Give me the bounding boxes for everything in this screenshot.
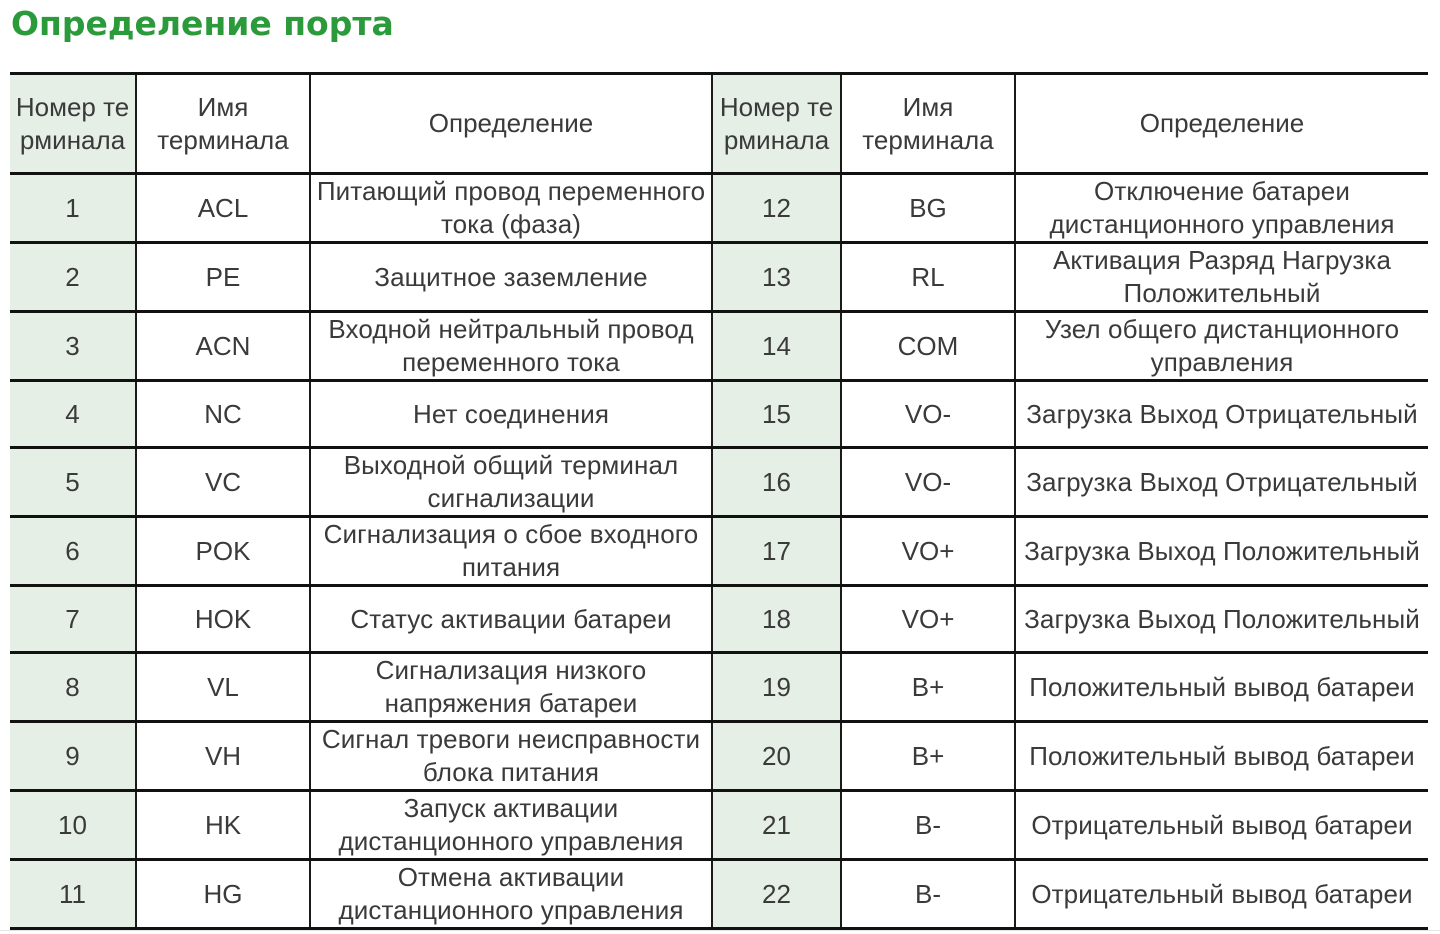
terminal-definition-cell: Узел общего дистанционного управления [1015,312,1428,381]
terminal-name-cell: VL [136,653,310,722]
terminal-number-cell: 5 [10,448,136,517]
terminal-name-cell: ACL [136,174,310,243]
header-terminal-name-left: Имя терминала [136,74,310,174]
terminal-number-cell: 10 [10,791,136,860]
terminal-name-cell: POK [136,517,310,586]
terminal-number-cell: 21 [712,791,841,860]
terminal-number-cell: 3 [10,312,136,381]
terminal-number-cell: 4 [10,381,136,448]
terminal-name-cell: HOK [136,586,310,653]
table-row [10,381,1428,448]
terminal-definition-cell: Нет соединения [310,381,712,448]
table-row [10,243,1428,312]
terminal-name-cell: PE [136,243,310,312]
terminal-definition-cell: Загрузка Выход Отрицательный [1015,448,1428,517]
terminal-number-cell: 17 [712,517,841,586]
terminal-number-cell: 15 [712,381,841,448]
terminal-name-cell: RL [841,243,1015,312]
terminal-name-cell: BG [841,174,1015,243]
table-row [10,586,1428,653]
port-definition-table [10,72,1428,930]
header-terminal-number-left: Номер терминала [10,74,136,174]
terminal-definition-cell: Загрузка Выход Положительный [1015,517,1428,586]
terminal-definition-cell: Положительный вывод батареи [1015,653,1428,722]
header-definition-left: Определение [310,74,712,174]
header-definition-right: Определение [1015,74,1428,174]
terminal-number-cell: 11 [10,860,136,929]
terminal-definition-cell: Выходной общий терминал сигнализации [310,448,712,517]
terminal-name-cell: B+ [841,722,1015,791]
table-row [10,448,1428,517]
table-body [10,174,1428,929]
table-row [10,653,1428,722]
terminal-definition-cell: Запуск активации дистанционного управления [310,791,712,860]
terminal-number-cell: 14 [712,312,841,381]
terminal-definition-cell: Активация Разряд Нагрузка Положительный [1015,243,1428,312]
terminal-number-cell: 7 [10,586,136,653]
table-row [10,860,1428,929]
table-row [10,312,1428,381]
terminal-definition-cell: Положительный вывод батареи [1015,722,1428,791]
terminal-number-cell: 16 [712,448,841,517]
terminal-number-cell: 20 [712,722,841,791]
terminal-definition-cell: Сигнализация о сбое входного питания [310,517,712,586]
terminal-definition-cell: Отрицательный вывод батареи [1015,791,1428,860]
terminal-number-cell: 13 [712,243,841,312]
table-row [10,722,1428,791]
terminal-number-cell: 9 [10,722,136,791]
terminal-number-cell: 18 [712,586,841,653]
page-divider [0,930,1440,931]
terminal-number-cell: 8 [10,653,136,722]
terminal-name-cell: VH [136,722,310,791]
terminal-number-cell: 2 [10,243,136,312]
terminal-name-cell: HK [136,791,310,860]
terminal-definition-cell: Отрицательный вывод батареи [1015,860,1428,929]
terminal-name-cell: VO+ [841,586,1015,653]
table-header-row [10,74,1428,174]
terminal-definition-cell: Входной нейтральный провод переменного тока [310,312,712,381]
terminal-number-cell: 6 [10,517,136,586]
table-row [10,517,1428,586]
terminal-number-cell: 22 [712,860,841,929]
terminal-name-cell: VC [136,448,310,517]
terminal-name-cell: NC [136,381,310,448]
terminal-definition-cell: Отмена активации дистанционного управления [310,860,712,929]
terminal-number-cell: 12 [712,174,841,243]
terminal-name-cell: VO- [841,381,1015,448]
terminal-name-cell: COM [841,312,1015,381]
terminal-name-cell: ACN [136,312,310,381]
terminal-name-cell: VO- [841,448,1015,517]
table-row [10,174,1428,243]
terminal-definition-cell: Отключение батареи дистанционного управления [1015,174,1428,243]
terminal-definition-cell: Загрузка Выход Положительный [1015,586,1428,653]
terminal-definition-cell: Статус активации батареи [310,586,712,653]
terminal-name-cell: HG [136,860,310,929]
terminal-definition-cell: Сигнал тревоги неисправности блока питания [310,722,712,791]
table-row [10,791,1428,860]
header-terminal-number-right: Номер терминала [712,74,841,174]
terminal-number-cell: 19 [712,653,841,722]
terminal-number-cell: 1 [10,174,136,243]
terminal-name-cell: B+ [841,653,1015,722]
header-terminal-name-right: Имя терминала [841,74,1015,174]
terminal-name-cell: B- [841,860,1015,929]
terminal-definition-cell: Питающий провод переменного тока (фаза) [310,174,712,243]
page-title: Определение порта [11,4,394,43]
terminal-definition-cell: Защитное заземление [310,243,712,312]
terminal-definition-cell: Загрузка Выход Отрицательный [1015,381,1428,448]
terminal-name-cell: B- [841,791,1015,860]
terminal-definition-cell: Сигнализация низкого напряжения батареи [310,653,712,722]
terminal-name-cell: VO+ [841,517,1015,586]
